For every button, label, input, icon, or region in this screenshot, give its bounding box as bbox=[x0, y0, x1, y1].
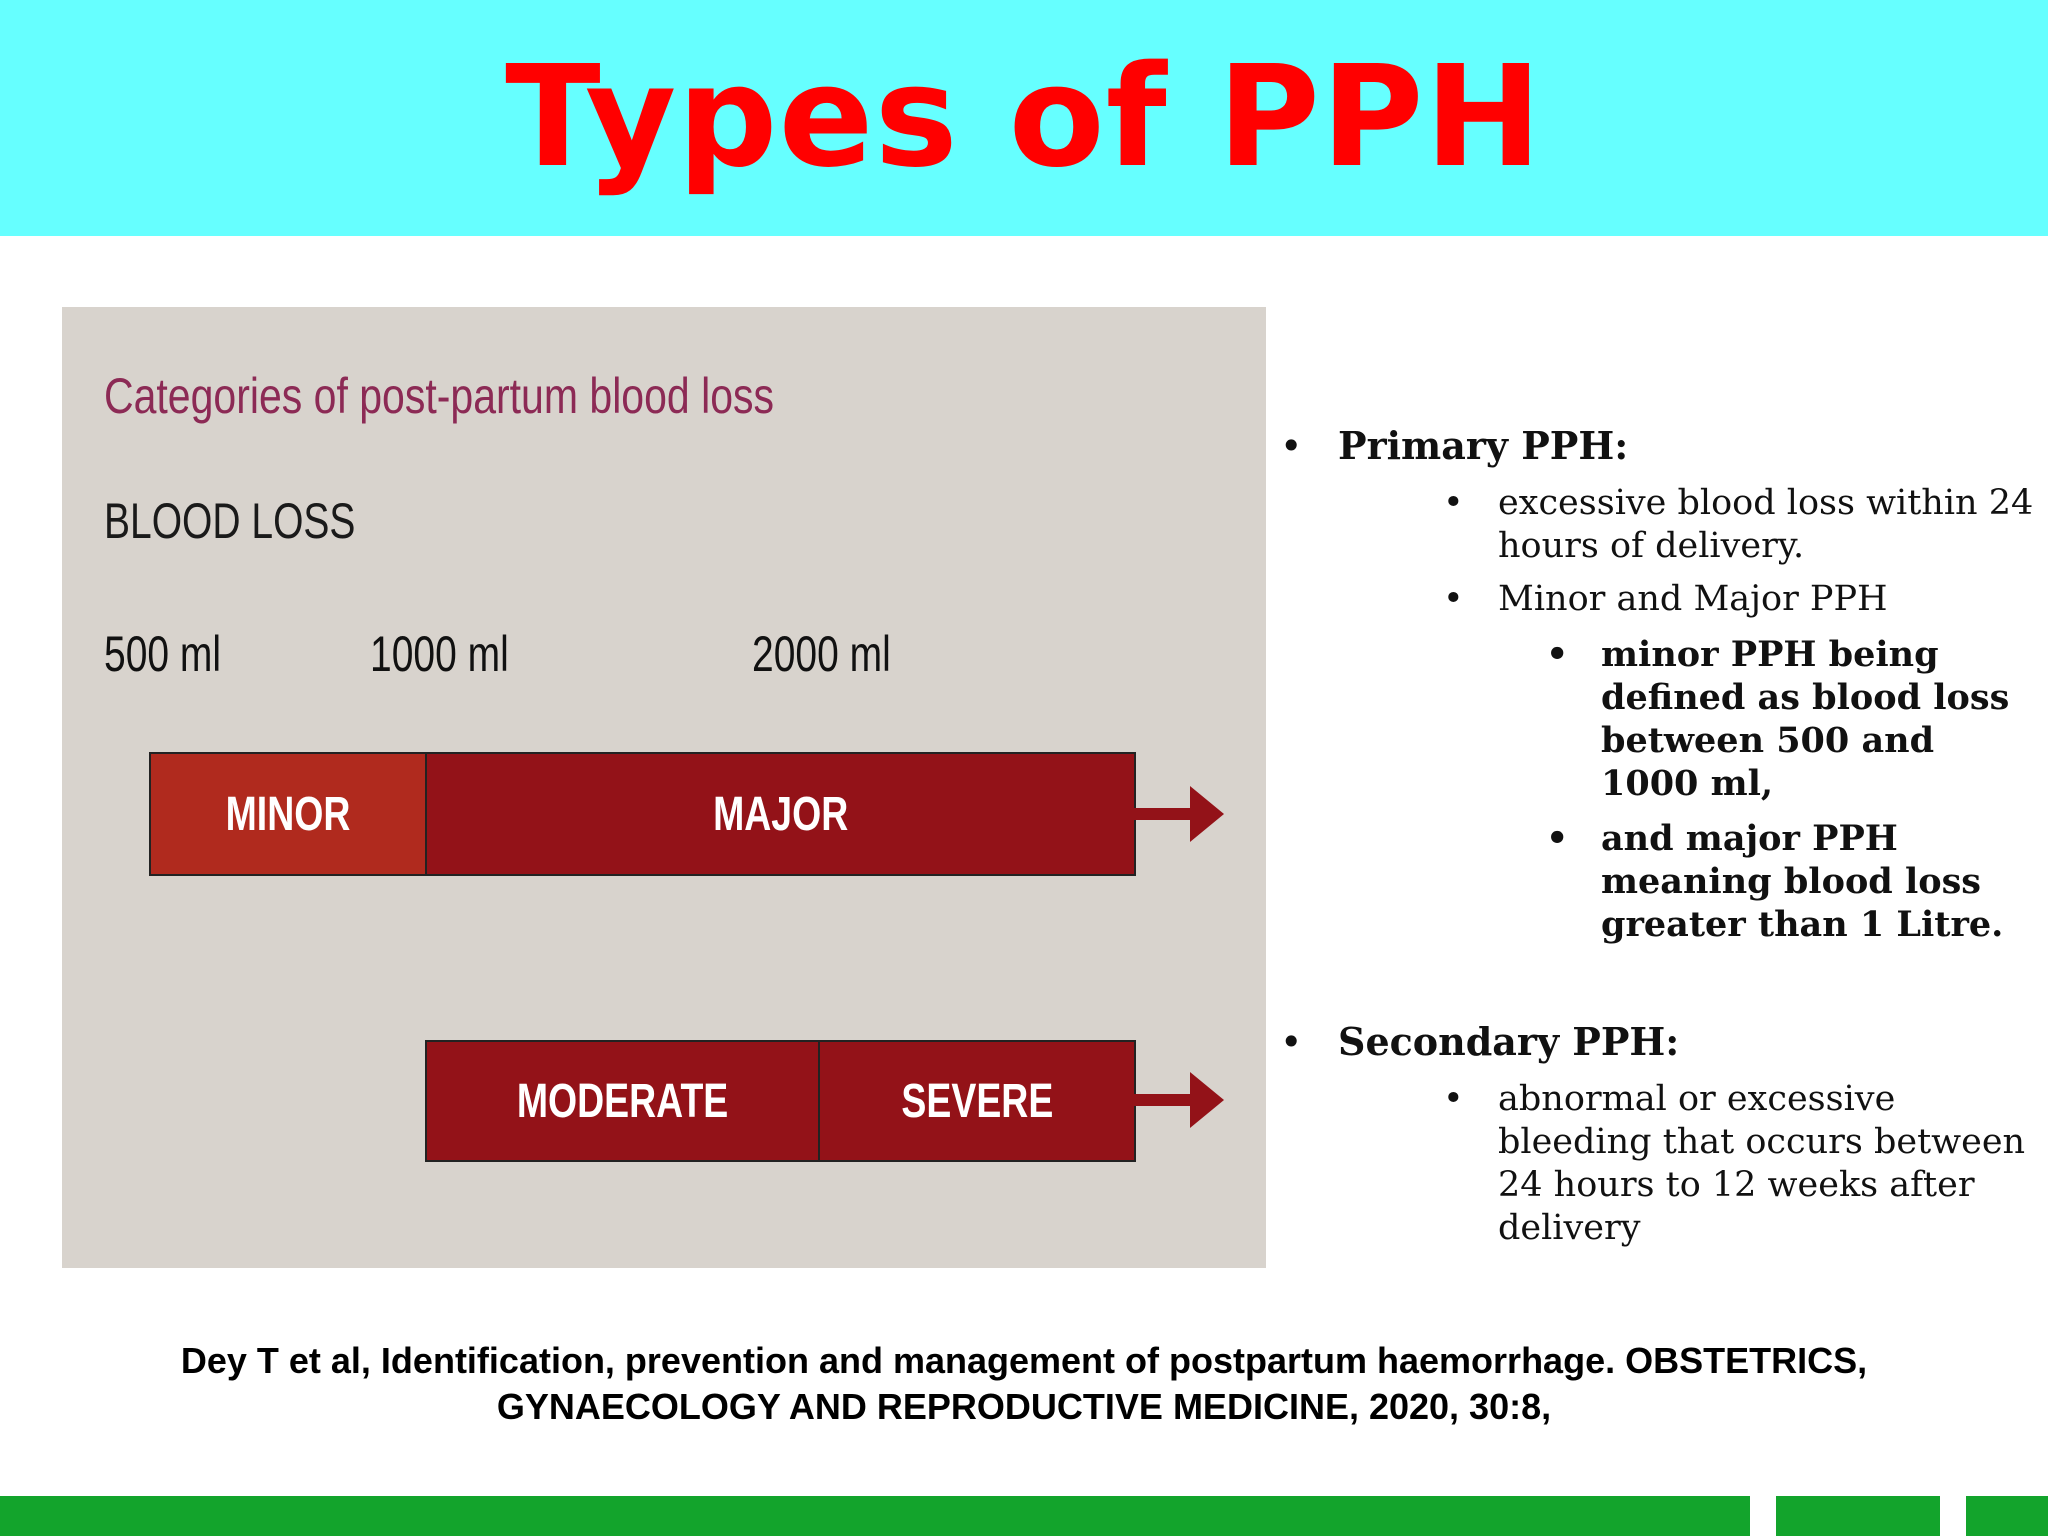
list-item: • abnormal or excessive bleeding that occurs between 24 hours to 12 weeks after delivery bbox=[1338, 1078, 2040, 1250]
blood-loss-figure bbox=[62, 307, 1266, 1268]
bar-severe-label: SEVERE bbox=[901, 1074, 1053, 1128]
minor-major-label: Minor and Major PPH bbox=[1498, 579, 1888, 619]
tick-1000: 1000 ml bbox=[370, 626, 509, 682]
citation-line-2: GYNAECOLOGY AND REPRODUCTIVE MEDICINE, 2020, 30:8, bbox=[496, 1386, 1552, 1427]
bar-major bbox=[425, 752, 1136, 876]
footer-bar-segment bbox=[1776, 1496, 1940, 1536]
primary-pph-heading: Primary PPH: bbox=[1338, 423, 1629, 468]
bar-major-label: MAJOR bbox=[712, 787, 849, 841]
severe-arrow-icon bbox=[1134, 1070, 1230, 1132]
list-item bbox=[1338, 578, 2040, 621]
secondary-pph-item bbox=[1280, 1016, 2040, 1250]
list-item: • excessive blood loss within 24 hours of delivery. bbox=[1338, 482, 2040, 568]
list-item: • minor PPH being defined as blood loss between 500 and 1000 ml, bbox=[1338, 633, 2040, 805]
footer-bar-segment bbox=[1966, 1496, 2048, 1536]
major-arrow-icon bbox=[1134, 784, 1230, 846]
secondary-pph-heading: Secondary PPH: bbox=[1338, 1019, 1680, 1064]
slide-title: Types of PPH bbox=[505, 36, 1543, 199]
tick-2000: 2000 ml bbox=[752, 626, 891, 682]
slide-header bbox=[0, 0, 2048, 236]
citation-line-1: Dey T et al, Identification, prevention and management of postpartum haemorrhage. OBSTETRICS, bbox=[180, 1340, 1868, 1381]
tick-500: 500 ml bbox=[104, 626, 222, 682]
bar-severe bbox=[818, 1040, 1136, 1162]
list-item: • and major PPH meaning blood loss greater than 1 Litre. bbox=[1338, 817, 2040, 946]
bar-moderate bbox=[425, 1040, 820, 1162]
bar-minor-label: MINOR bbox=[225, 787, 351, 841]
citation bbox=[0, 1338, 2048, 1430]
bar-minor bbox=[149, 752, 427, 876]
footer-bar-main bbox=[0, 1496, 1750, 1536]
figure-subtitle: BLOOD LOSS bbox=[104, 493, 356, 549]
bar-moderate-label: MODERATE bbox=[516, 1074, 729, 1128]
primary-pph-item bbox=[1280, 420, 2040, 946]
figure-title: Categories of post-partum blood loss bbox=[104, 368, 775, 424]
notes-panel bbox=[1280, 420, 2040, 1250]
